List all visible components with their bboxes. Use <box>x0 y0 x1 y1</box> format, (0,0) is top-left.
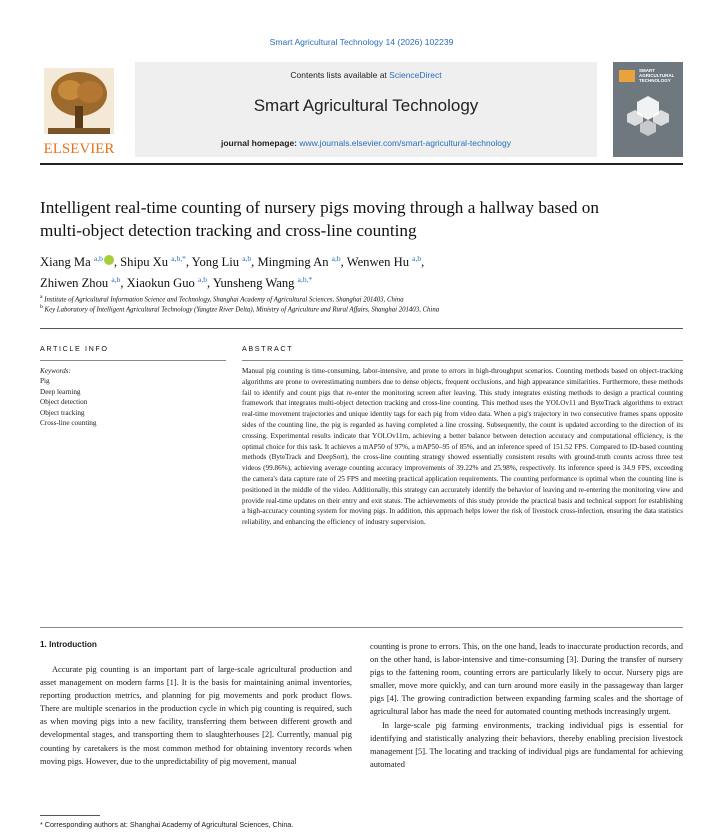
journal-cover[interactable] <box>613 62 683 157</box>
publisher-name: ELSEVIER <box>43 141 115 157</box>
author[interactable]: Wenwen Hu <box>346 255 409 270</box>
paragraph: Accurate pig counting is an important part of large-scale agricultural production and asset management on modern farms [1]. It is the basis for maintaining animal inventories, reporting production metrics, and planning for pig movements and pork product flows. There are multiple scenarios in the production cycle in which pig counting is required, such as when moving pigs into a new facility, transferring them between different growth and developmental stages, and transporting them to slaughterhouses [2]. Currently, manual pig counting by caretakers is the most common method for obtaining inventory records when moving pigs. However, due to the unpredictability of pig movement, manual <box>40 665 352 766</box>
article-info-rule <box>40 360 226 361</box>
orcid-icon[interactable] <box>104 255 114 265</box>
author-list: Xiang Ma $^{a,b}$ , Shipu Xu $^{a,b,*}$, Yong Liu $^{a,b}$, Mingming An $^{a,b}$, Wenwen Hu $^{a,b}$, Zhiwen Zhou $^{a,b}$, Xiaokun Guo $^{a,b}$, Yunsheng Wang $^{a,b,*}$ <box>40 254 425 291</box>
author[interactable]: Mingming An <box>257 255 329 270</box>
abstract-heading: ABSTRACT <box>242 344 294 353</box>
keyword: Pig <box>40 377 50 385</box>
article-info-heading: ARTICLE INFO <box>40 344 109 353</box>
sciencedirect-link[interactable]: ScienceDirect <box>389 70 442 80</box>
keyword: Object tracking <box>40 408 85 417</box>
affiliation: $^a$ Institute of Agricultural Information Science and Technology, Shanghai Academy of Agricultural Sciences, Shanghai 201403, China <box>40 294 404 304</box>
elsevier-tree-icon <box>40 62 120 157</box>
affiliation: $^b$ Key Laboratory of Intelligent Agricultural Technology (Yangtze River Delta), Ministry of Agriculture and Rural Affairs, Shanghai 201403, China <box>40 304 440 314</box>
journal-title: Smart Agricultural Technology <box>253 96 479 115</box>
abstract-bottom-rule <box>40 627 683 628</box>
journal-homepage: journal homepage: www.journals.elsevier.com/smart-agricultural-technology <box>220 138 512 148</box>
abstract-text: Manual pig counting is time-consuming, labor-intensive, and prone to errors in high-throughput scenarios. Counting methods based on object-tracking algorithms are prone to overestimating numbers due to dense objects, frequent occlusions, and high appearance similarities. Furthermore, these methods fail to identify and count pigs that re-enter the monitoring screen after leaving. This study integrates existing methods to design a practical counting framework that integrates multi-object detection tracking and cross-line counting. This method uses the YOLOv11 and ByteTrack algorithms to extract real-time movement trajectories and unique identity tags for each pig from video data. When a pig's trajectory in two consecutive frames spans opposite sides of the counting line, the pig is regarded as having completed a line crossing. Subsequently, the count is updated according to the direction of its crossing. Experimental results indicate that YOLOv11m, achieving a better balance between detection accuracy and computational efficiency, is the optimal choice for this task. It achieves a mAP50 of 97%, a mAP50–95 of 85%, and an inference speed of 151.52 FPS. Compared to ID-based counting methods (ByteTrack and DeepSort), the cross-line counting strategy showed essentially consistent results with ground-truth counts across three test videos (99.86%), achieving average counting accuracy improvements of 39.22% and 25.98%, respectively. Its inference speed is 34.9 FPS, exceeding the camera's data capture rate of 25 FPS and meeting practical application requirements. The counting performance is optimal when the counting line is positioned in the middle of the video. Additionally, this strategy can accurately identify the behavior of leaving and re-entering the monitoring view and provide real-time updates on their entry and exit status. The achievements of this study provide the practical basis and technical support for establishing a high-accuracy counting system for moving pigs. In addition, this approach helps lower the risk of livestock cross-infection, ensuring the data statistics reliability, and enhancing the efficiency of industry supervision. <box>242 367 683 527</box>
keyword-list <box>40 376 97 429</box>
keyword: Deep learning <box>40 387 81 396</box>
author[interactable]: Xiaokun Guo <box>126 276 195 291</box>
keyword: Object detection <box>40 398 88 406</box>
introduction-heading: 1. Introduction <box>40 640 97 649</box>
section-divider <box>40 328 683 329</box>
journal-citation[interactable]: Smart Agricultural Technology 14 (2026) 102239 <box>269 37 454 47</box>
intro-right-column <box>370 640 683 771</box>
elsevier-logo <box>40 62 120 157</box>
article-title: Intelligent real-time counting of nursery pigs moving through a hallway based on multi-object detection tracking and cross-line counting <box>40 198 599 240</box>
author[interactable]: Yong Liu <box>191 255 240 270</box>
contents-available: Contents lists available at ScienceDirect <box>290 70 442 80</box>
paragraph: In large-scale pig farming environments, tracking individual pigs is essential for identifying and statistically analyzing their behaviors, thereby enabling precision livestock management [5]. The locating and tracking of individual pigs are fundamental for achieving automated <box>370 720 683 769</box>
corresponding-author-footnote: * Corresponding authors at: Shanghai Academy of Agricultural Sciences, China. <box>40 820 294 829</box>
author[interactable]: Yunsheng Wang <box>212 276 295 291</box>
author[interactable]: Xiang Ma <box>40 255 91 270</box>
journal-header <box>135 62 597 157</box>
abstract-rule <box>242 360 683 361</box>
cover-title: SMART AGRICULTURAL TECHNOLOGY <box>639 68 675 83</box>
homepage-link[interactable]: www.journals.elsevier.com/smart-agricultural-technology <box>299 138 512 148</box>
author[interactable]: Zhiwen Zhou <box>40 276 109 291</box>
header-divider <box>40 163 683 165</box>
intro-left-column <box>40 663 352 768</box>
keywords-label: Keywords: <box>40 367 71 375</box>
paragraph: counting is prone to errors. This, on the one hand, leads to inaccurate production records, and on the other hand, is labor-intensive and time-consuming [3]. During the transfer of nursery pigs to the fattening room, counting errors are particularly likely to occur. Nursery pigs are smaller, move more quickly, and can turn around more easily in the passageway than larger pigs [4]. The growing contradiction between expanding farming scales and the shortage of agricultural labor has made the need for automated counting methods increasingly urgent. <box>370 642 683 717</box>
author[interactable]: Shipu Xu <box>120 255 169 270</box>
keyword: Cross-line counting <box>40 419 97 427</box>
footnote-rule <box>40 815 100 816</box>
